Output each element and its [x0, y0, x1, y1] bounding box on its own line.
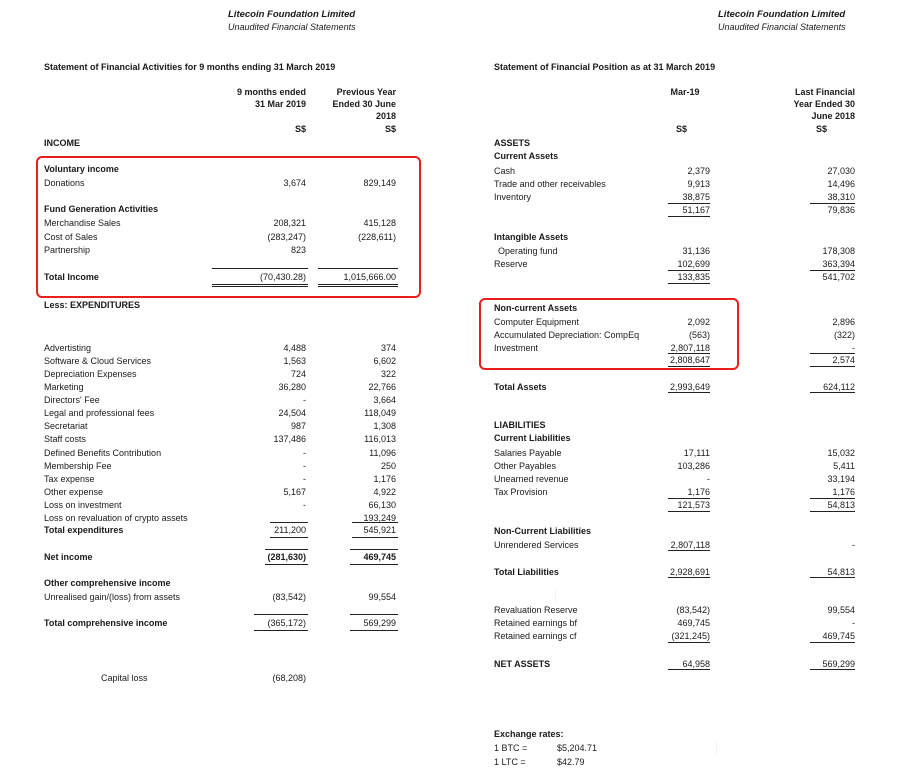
row-value-previous: 624,112: [823, 382, 855, 392]
row-value-previous: 15,032: [827, 448, 855, 458]
row-value-previous: 829,149: [363, 178, 396, 188]
row-label: Tax Provision: [494, 487, 548, 497]
row-label: Membership Fee: [44, 461, 112, 471]
row-label: Donations: [44, 178, 85, 188]
salaries-payable-row: [0, 447, 911, 459]
ltc-rate: $42.79: [557, 757, 585, 767]
right-col1-header: Mar-19: [670, 87, 700, 97]
fund-generation-heading: Fund Generation Activities: [44, 204, 159, 214]
intangible-total-row: [0, 271, 911, 283]
row-value-previous: 33,194: [827, 474, 855, 484]
row-value-current: 5,167: [283, 487, 306, 497]
row-value-previous: 118,049: [364, 408, 396, 418]
rule: [810, 498, 855, 499]
row-label: Total Liabilities: [494, 567, 559, 577]
btc-rate: $5,204.71: [557, 743, 598, 753]
row-value-current: 38,875: [682, 192, 710, 202]
rule: [270, 522, 308, 523]
row-value-current: (281,630): [267, 552, 306, 562]
row-label: Depreciation Expenses: [44, 369, 137, 379]
rule: [810, 392, 855, 393]
row-value-current: 103,286: [677, 461, 710, 471]
row-label: Software & Cloud Services: [44, 356, 152, 366]
row-label: Net income: [44, 552, 93, 562]
row-value-previous: 14,496: [827, 179, 855, 189]
rule: [668, 498, 710, 499]
left-col1-currency: S$: [294, 124, 306, 134]
row-value-current: 724: [290, 369, 306, 379]
row-value-previous: 5,411: [833, 461, 855, 471]
row-value-current: (365,172): [267, 618, 306, 628]
left-statement-title: Statement of Financial Activities for 9 months ending 31 March 2019: [44, 62, 336, 72]
current-assets-total-row: [0, 204, 911, 216]
rule: [810, 511, 855, 512]
rule: [810, 642, 855, 643]
intangible-heading: Intangible Assets: [494, 232, 569, 242]
capital-loss-row: [0, 672, 450, 684]
expense-row: [0, 407, 450, 419]
row-value-current: 17,111: [683, 448, 710, 458]
highlight-box-noncurrent: [479, 298, 739, 370]
rule: [265, 564, 308, 565]
row-label: Total Assets: [494, 382, 547, 392]
rule: [352, 537, 398, 538]
row-value-previous: 4,922: [373, 487, 396, 497]
row-value-previous: 1,015,666.00: [343, 272, 396, 282]
row-label: Marketing: [44, 382, 84, 392]
row-value-previous: 250: [380, 461, 396, 471]
row-value-previous: -: [852, 540, 855, 550]
row-value-previous: 6,602: [373, 356, 396, 366]
row-value-current: 31,136: [682, 246, 710, 256]
liabilities-heading: LIABILITIES: [494, 420, 546, 430]
row-value-current: (283,247): [267, 232, 306, 242]
row-value-current: 133,835: [677, 272, 710, 282]
row-value-previous: 2,896: [832, 317, 855, 327]
net-assets-row: [0, 658, 911, 670]
row-label: Salaries Payable: [494, 448, 562, 458]
other-payables-row: [0, 460, 911, 472]
row-label: Staff costs: [44, 434, 86, 444]
right-statement-title: Statement of Financial Position as at 31 March 2019: [494, 62, 716, 72]
row-value-current: (563): [688, 330, 710, 340]
row-value-current: 2,379: [687, 166, 710, 176]
rule: [810, 270, 855, 271]
row-value-previous: (322): [833, 330, 855, 340]
right-col2-header-2: Year Ended 30: [793, 99, 855, 109]
row-value-current: -: [303, 474, 306, 484]
row-value-current: (83,542): [272, 592, 306, 602]
voluntary-income-heading: Voluntary income: [44, 164, 119, 174]
row-value-previous: 178,308: [822, 246, 855, 256]
right-col2-currency: S$: [816, 124, 828, 134]
row-value-previous: 54,813: [827, 567, 855, 577]
row-value-current: 51,167: [682, 205, 710, 215]
income-heading: INCOME: [44, 138, 80, 148]
row-label: Total expenditures: [44, 525, 124, 535]
row-value-previous: 322: [380, 369, 396, 379]
btc-label: 1 BTC =: [494, 743, 528, 753]
non-current-total-row: [0, 354, 911, 366]
revaluation-reserve-row: [0, 604, 911, 616]
row-value-previous: 99,554: [827, 605, 855, 615]
left-col2-header-2: Ended 30 June: [332, 99, 396, 109]
row-label: Unearned revenue: [494, 474, 569, 484]
rule: [810, 669, 855, 670]
row-label: Total Income: [44, 272, 99, 282]
rule: [668, 669, 710, 670]
row-value-current: 102,699: [677, 259, 710, 269]
rule: [350, 564, 398, 565]
row-value-previous: 545,921: [363, 525, 396, 535]
row-label: Inventory: [494, 192, 532, 202]
row-value-current: (321,245): [671, 631, 710, 641]
reserve-row: [0, 258, 911, 270]
row-value-previous: 469,745: [363, 552, 396, 562]
rule: [810, 366, 855, 367]
left-col2-currency: S$: [384, 124, 396, 134]
row-label: Computer Equipment: [494, 317, 580, 327]
total-expenditures-row: [0, 524, 450, 536]
row-value-current: (83,542): [676, 605, 710, 615]
row-value-current: -: [303, 448, 306, 458]
divider: [716, 742, 717, 754]
rule: [810, 353, 855, 354]
rule: [270, 537, 308, 538]
row-label: Accumulated Depreciation: CompEq: [494, 330, 640, 340]
left-col2-header-3: 2018: [375, 111, 396, 121]
row-value-current: 469,745: [677, 618, 710, 628]
row-value-current: 2,807,118: [670, 343, 710, 353]
non-current-assets-heading: Non-current Assets: [494, 303, 578, 313]
row-label: Secretariat: [44, 421, 88, 431]
row-label: Advertisting: [44, 343, 92, 353]
row-label: Legal and professional fees: [44, 408, 155, 418]
row-value-current: 823: [290, 245, 306, 255]
row-value-previous: 116,013: [364, 434, 396, 444]
row-value-previous: 1,308: [373, 421, 396, 431]
rule: [668, 642, 710, 643]
row-label: Directors' Fee: [44, 395, 100, 405]
assets-heading: ASSETS: [494, 138, 531, 148]
rule: [668, 270, 710, 271]
left-col1-header-2: 31 Mar 2019: [254, 99, 306, 109]
right-col2-header-1: Last Financial: [794, 87, 855, 97]
row-value-previous: 22,766: [368, 382, 396, 392]
row-value-previous: 11,096: [369, 448, 396, 458]
right-col2-header-3: June 2018: [811, 111, 855, 121]
row-value-current: -: [303, 461, 306, 471]
current-assets-heading: Current Assets: [494, 151, 559, 161]
rule: [668, 550, 710, 551]
accumulated-depreciation-row: [0, 329, 911, 341]
less-expenditures-heading: Less: EXPENDITURES: [44, 300, 141, 310]
row-value-previous: 374: [380, 343, 396, 353]
rule: [668, 283, 710, 284]
row-value-previous: (228,611): [358, 232, 396, 242]
row-value-current: 987: [290, 421, 306, 431]
row-value-previous: 54,813: [827, 500, 855, 510]
row-label: Other Payables: [494, 461, 557, 471]
row-label: Cash: [494, 166, 516, 176]
row-value-previous: 79,836: [827, 205, 855, 215]
unearned-revenue-row: [0, 473, 911, 485]
row-value-current: 208,321: [273, 218, 306, 228]
row-label: Reserve: [494, 259, 528, 269]
row-value-current: -: [303, 500, 306, 510]
rule: [668, 203, 710, 204]
row-value-previous: 1,176: [373, 474, 396, 484]
unrendered-services-row: [0, 539, 911, 551]
total-liabilities-row: [0, 566, 911, 578]
row-label: Tax expense: [44, 474, 95, 484]
trade-receivables-row: [0, 178, 911, 190]
row-label: Merchandise Sales: [44, 218, 121, 228]
row-label: Retained earnings bf: [494, 618, 578, 628]
rule: [668, 511, 710, 512]
rule: [668, 392, 710, 393]
row-value-current: 2,808,647: [669, 355, 710, 365]
retained-bf-row: [0, 617, 911, 629]
inventory-row: [0, 191, 911, 203]
left-subtitle: Unaudited Financial Statements: [228, 22, 356, 32]
current-liabilities-total-row: [0, 499, 911, 511]
right-subtitle: Unaudited Financial Statements: [718, 22, 846, 32]
row-value-current: 9,913: [687, 179, 710, 189]
row-value-current: 36,280: [278, 382, 306, 392]
row-value-current: 2,993,649: [669, 382, 710, 392]
row-label: Investment: [494, 343, 539, 353]
row-value-current: (68,208): [272, 673, 306, 683]
left-col1-header-1: 9 months ended: [236, 87, 306, 97]
right-org-name: Litecoin Foundation Limited: [718, 9, 846, 20]
row-value-previous: 38,310: [827, 192, 855, 202]
expense-row: [0, 368, 450, 380]
net-income-row: [0, 551, 450, 563]
row-value-previous: -: [852, 618, 855, 628]
row-value-previous: 415,128: [363, 218, 396, 228]
rule: [810, 203, 855, 204]
current-liabilities-heading: Current Liabilities: [494, 433, 571, 443]
row-value-previous: -: [852, 343, 855, 353]
row-label: Trade and other receivables: [494, 179, 606, 189]
row-label: Retained earnings cf: [494, 631, 577, 641]
row-label: Loss on investment: [44, 500, 122, 510]
row-label: Partnership: [44, 245, 91, 255]
right-col1-currency: S$: [676, 124, 688, 134]
oci-heading: Other comprehensive income: [44, 578, 171, 588]
fx-heading: Exchange rates:: [494, 729, 564, 739]
retained-cf-row: [0, 630, 911, 642]
row-value-previous: 541,702: [822, 272, 855, 282]
row-value-previous: 363,394: [822, 259, 855, 269]
row-value-current: -: [707, 474, 710, 484]
row-label: Operating fund: [498, 246, 558, 256]
row-value-previous: 1,176: [832, 487, 855, 497]
row-value-current: 2,092: [687, 317, 710, 327]
row-label: Revaluation Reserve: [494, 605, 578, 615]
row-label: Unrendered Services: [494, 540, 579, 550]
total-assets-row: [0, 381, 911, 393]
row-value-current: 137,486: [273, 434, 306, 444]
tax-provision-row: [0, 486, 911, 498]
row-value-previous: 469,745: [822, 631, 855, 641]
operating-fund-row: [0, 245, 911, 257]
row-value-current: 211,200: [274, 525, 306, 535]
row-value-previous: 99,554: [368, 592, 396, 602]
investment-row: [0, 342, 911, 354]
cash-row: [0, 165, 911, 177]
row-value-previous: 569,299: [822, 659, 855, 669]
row-value-previous: 66,130: [368, 500, 396, 510]
unrealised-row: [0, 591, 450, 603]
left-col2-header-1: Previous Year: [336, 87, 396, 97]
row-value-previous: 27,030: [827, 166, 855, 176]
row-value-current: (70,430.28): [259, 272, 306, 282]
divider: [555, 588, 556, 602]
row-label: Loss on revaluation of crypto assets: [44, 513, 188, 523]
row-value-current: 64,958: [682, 659, 710, 669]
row-label: Other expense: [44, 487, 104, 497]
row-value-previous: 3,664: [373, 395, 396, 405]
row-label: Defined Benefits Contribution: [44, 448, 162, 458]
row-value-current: 2,807,118: [670, 540, 710, 550]
computer-equipment-row: [0, 316, 911, 328]
row-label: NET ASSETS: [494, 659, 551, 669]
expense-row: [0, 420, 450, 432]
row-value-current: 121,573: [677, 500, 710, 510]
ncl-heading: Non-Current Liabilities: [494, 526, 592, 536]
row-value-current: 4,488: [283, 343, 306, 353]
left-org-name: Litecoin Foundation Limited: [228, 9, 356, 20]
row-value-previous: 193,249: [363, 513, 396, 523]
rule: [668, 577, 710, 578]
rule: [352, 522, 398, 523]
row-value-current: 24,504: [278, 408, 306, 418]
row-value-current: 2,928,691: [669, 567, 710, 577]
rule: [810, 577, 855, 578]
row-label: Unrealised gain/(loss) from assets: [44, 592, 181, 602]
ltc-label: 1 LTC =: [494, 757, 526, 767]
row-label: Total comprehensive income: [44, 618, 168, 628]
row-value-current: 1,563: [283, 356, 306, 366]
row-value-previous: 2,574: [832, 355, 855, 365]
row-label: Cost of Sales: [44, 232, 98, 242]
row-value-previous: 569,299: [363, 618, 396, 628]
row-label: Capital loss: [101, 673, 148, 683]
row-value-current: 1,176: [687, 487, 710, 497]
row-value-current: -: [303, 395, 306, 405]
expense-row: [0, 433, 450, 445]
row-value-current: 3,674: [283, 178, 306, 188]
expense-row: [0, 394, 450, 406]
rule: [668, 216, 710, 217]
